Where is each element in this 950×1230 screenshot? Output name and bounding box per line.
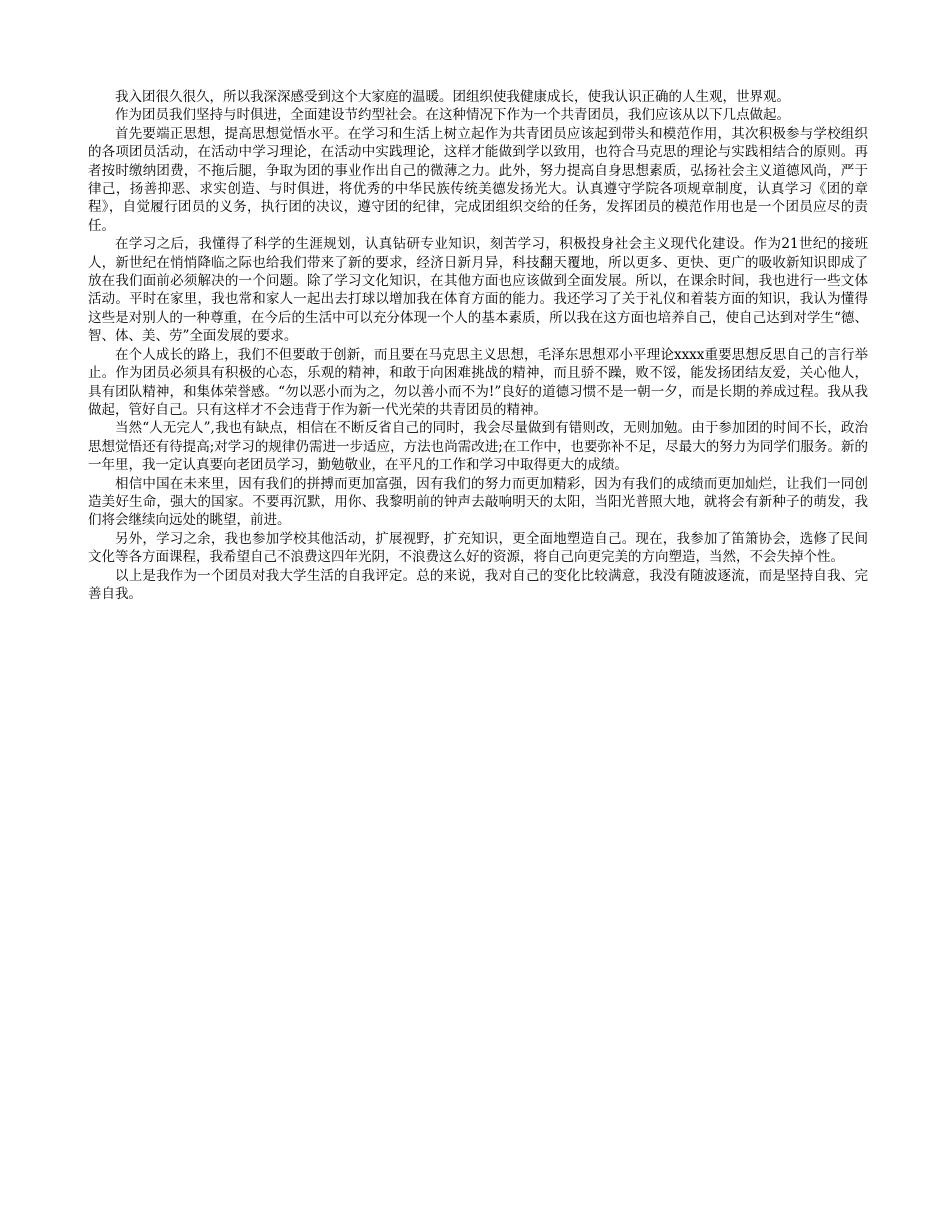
paragraph-9: 以上是我作为一个团员对我大学生活的自我评定。总的来说，我对自己的变化比较满意，我没有随波逐流，而是坚持自我、完善自我。 xyxy=(88,567,868,602)
document-body xyxy=(88,88,868,603)
paragraph-6: 当然“人无完人”,我也有缺点，相信在不断反省自己的同时，我会尽量做到有错则改，无则加勉。由于参加团的时间不长，政治思想觉悟还有待提高;对学习的规律仍需进一步适应，方法也尚需改进;在工作中，也要弥补不足，尽最大的努力为同学们服务。新的一年里，我一定认真要向老团员学习，勤勉敬业，在平凡的工作和学习中取得更大的成绩。 xyxy=(88,420,868,474)
paragraph-8: 另外，学习之余，我也参加学校其他活动，扩展视野，扩充知识，更全面地塑造自己。现在，我参加了笛箫协会，选修了民间文化等各方面课程，我希望自己不浪费这四年光阴，不浪费这么好的资源，将自己向更完美的方向塑造，当然，不会失掉个性。 xyxy=(88,530,868,566)
paragraph-5: 在个人成长的路上，我们不但要敢于创新，而且要在马克思主义思想，毛泽东思想邓小平理论xxxx重要思想反思自己的言行举止。作为团员必须具有积极的心态，乐观的精神，和敢于向困难挑战的精神，而且骄不躁，败不馁，能发扬团结友爱，关心他人，具有团队精神，和集体荣誉感。“勿以恶小而为之，勿以善小而不为!”良好的道德习惯不是一朝一夕，而是长期的养成过程。我从我做起，管好自己。只有这样才不会违背于作为新一代光荣的共青团员的精神。 xyxy=(88,346,868,418)
paragraph-2: 作为团员我们坚持与时俱进，全面建设节约型社会。在这种情况下作为一个共青团员，我们应该从以下几点做起。 xyxy=(115,107,790,124)
paragraph-7: 相信中国在未来里，因有我们的拼搏而更加富强，因有我们的努力而更加精彩，因为有我们的成绩而更加灿烂，让我们一同创造美好生命，强大的国家。不要再沉默，用你、我黎明前的钟声去敲响明天的太阳，当阳光普照大地，就将会有新种子的萌发，我们将会继续向远处的眺望，前进。 xyxy=(88,475,868,529)
paragraph-3: 首先要端正思想，提高思想觉悟水平。在学习和生活上树立起作为共青团员应该起到带头和模范作用，其次积极参与学校组织的各项团员活动，在活动中学习理论，在活动中实践理论，这样才能做到学以致用，也符合马克思的理论与实践相结合的原则。再者按时缴纳团费，不拖后腿，争取为团的事业作出自己的微薄之力。此外，努力提高自身思想素质，弘扬社会主义道德风尚，严于律己，扬善抑恶、求实创造、与时俱进，将优秀的中华民族传统美德发扬光大。认真遵守学院各项规章制度，认真学习《团的章程》，自觉履行团员的义务，执行团的决议，遵守团的纪律，完成团组织交给的任务，发挥团员的模范作用也是一个团员应尽的责任。 xyxy=(88,125,868,234)
paragraph-4: 在学习之后，我懂得了科学的生涯规划，认真钻研专业知识，刻苦学习，积极投身社会主义现代化建设。作为21世纪的接班人，新世纪在悄悄降临之际也给我们带来了新的要求，经济日新月异，科技翻天覆地，所以更多、更快、更广的吸收新知识即成了放在我们面前必须解决的一个问题。除了学习文化知识，在其他方面也应该做到全面发展。所以，在课余时间，我也进行一些文体活动。平时在家里，我也常和家人一起出去打球以增加我在体育方面的能力。我还学习了关于礼仪和着装方面的知识，我认为懂得这些是对别人的一种尊重，在今后的生活中可以充分体现一个人的基本素质，所以我在这方面也培养自己，使自己达到对学生“德、智、体、美、劳”全面发展的要求。 xyxy=(88,236,868,345)
paragraph-1: 我入团很久很久，所以我深深感受到这个大家庭的温暖。团组织使我健康成长，使我认识正确的人生观，世界观。 xyxy=(115,89,790,105)
